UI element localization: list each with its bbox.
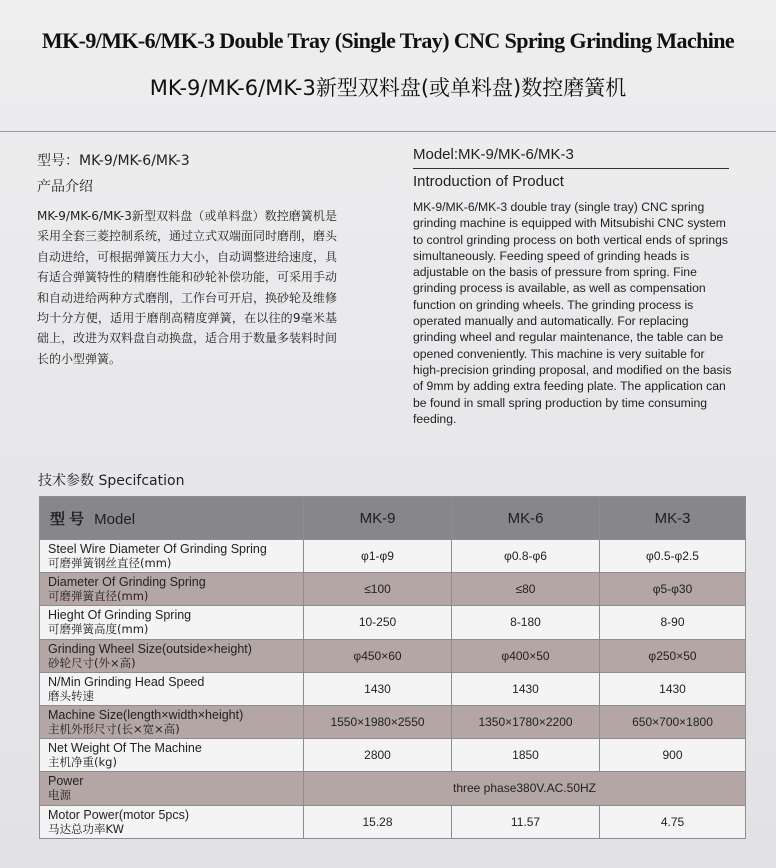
heading-rule [413, 168, 729, 169]
row-label [40, 573, 304, 606]
row-label-cn: 主机外形尺寸(长×宽×高) [48, 722, 180, 737]
row-label-cn: 磨头转速 [48, 688, 94, 703]
cell-value: φ250×50 [600, 639, 746, 672]
row-label [40, 772, 304, 805]
cell-value: φ1-φ9 [304, 540, 452, 573]
cell-value: 4.75 [600, 805, 746, 838]
spec-title: 技术参数 Specifcation [38, 473, 185, 489]
cell-value: φ0.8-φ6 [452, 540, 600, 573]
table-row [40, 739, 746, 772]
title-english: MK-9/MK-6/MK-3 Double Tray (Single Tray) CNC Spring Grinding Machine [41, 28, 735, 53]
table-row [40, 672, 746, 705]
row-label-en: Motor Power(motor 5pcs) [48, 807, 190, 822]
cell-value: φ0.5-φ2.5 [600, 540, 746, 573]
divider [0, 131, 776, 132]
row-label [40, 606, 304, 639]
row-label [40, 705, 304, 738]
row-label-en: Hieght Of Grinding Spring [48, 608, 192, 623]
cell-value: φ400×50 [452, 639, 600, 672]
model-label-chinese: 型号：MK-9/MK-6/MK-3 [37, 153, 190, 169]
header-model-label-en: Model [94, 510, 136, 528]
header-model-label [40, 497, 304, 540]
intro-heading-chinese: 产品介绍 [37, 179, 93, 195]
header-model-mk6: MK-6 [452, 497, 600, 540]
cell-value: 2800 [304, 739, 452, 772]
header-model-mk3: MK-3 [600, 497, 746, 540]
row-label-en: Net Weight Of The Machine [48, 741, 202, 756]
cell-value: 11.57 [452, 805, 600, 838]
cell-value: 1550×1980×2550 [304, 705, 452, 738]
title-chinese: MK-9/MK-6/MK-3新型双料盘(或单料盘)数控磨簧机 [149, 76, 627, 100]
cell-value: ≤80 [452, 573, 600, 606]
row-label-cn: 可磨弹簧直径(mm) [48, 589, 149, 604]
cell-value: 15.28 [304, 805, 452, 838]
table-row [40, 540, 746, 573]
row-label-en: Steel Wire Diameter Of Grinding Spring [48, 542, 267, 557]
table-row [40, 573, 746, 606]
row-label-en: N/Min Grinding Head Speed [48, 674, 205, 689]
english-description-column [413, 146, 733, 427]
cell-value: 1430 [600, 672, 746, 705]
row-label-cn: 主机净重(kg) [48, 755, 117, 770]
cell-value: 8-180 [452, 606, 600, 639]
spec-table [39, 496, 746, 839]
cell-value-merged: three phase380V.AC.50HZ [304, 772, 746, 805]
cell-value: 8-90 [600, 606, 746, 639]
intro-heading-english: Introduction of Product [413, 173, 564, 190]
model-label-english: Model:MK-9/MK-6/MK-3 [413, 146, 574, 163]
table-row [40, 705, 746, 738]
row-label-cn: 电源 [48, 788, 71, 803]
row-label-en: Grinding Wheel Size(outside×height) [48, 641, 252, 656]
row-label-cn: 可磨弹簧钢丝直径(mm) [48, 556, 172, 571]
table-row [40, 606, 746, 639]
cell-value: 1350×1780×2200 [452, 705, 600, 738]
table-row [40, 772, 746, 805]
spec-header-row [40, 497, 746, 540]
row-label [40, 540, 304, 573]
cell-value: 900 [600, 739, 746, 772]
header-model-mk9: MK-9 [304, 497, 452, 540]
row-label [40, 672, 304, 705]
intro-body-chinese: MK-9/MK-6/MK-3新型双料盘（或单料盘）数控磨簧机是采用全套三菱控制系统，通过立式双端面同时磨削，磨头自动进给，可根据弹簧压力大小，自动调整进给速度，具有适合弹簧特性的精磨性能和砂轮补偿功能，可采用手动和自动进给两种方式磨削，工作台可开启，换砂轮及维修均十分方便，适用于磨削高精度弹簧，在以往的9毫米基础上，改进为双料盘自动换盘，适合用于数量多装料时间长的小型弹簧。 [37, 209, 338, 366]
intro-body-english: MK-9/MK-6/MK-3 double tray (single tray) CNC spring grinding machine is equipped with Mitsubishi CNC system to control grinding process on both vertical ends of springs simultaneously. Feeding speed of grinding heads is adjustable on the basis of pressure from spring. Fine grinding process is available, as well as compensation function on grinding wheels. The grinding process is operated manually and automatically. For replacing grinding wheel and regular maintenance, the table can be opened conveniently. This machine is very suitable for high-precision grinding proposal, and modified on the basis of 9mm by adding extra feeding plate. The application can be found in small spring production by time consuming feeding. [413, 200, 732, 426]
row-label [40, 739, 304, 772]
row-label-cn: 马达总功率KW [48, 821, 125, 836]
row-label-cn: 砂轮尺寸(外×高) [48, 655, 136, 670]
cell-value: ≤100 [304, 573, 452, 606]
row-label-en: Diameter Of Grinding Spring [48, 575, 206, 590]
cell-value: φ5-φ30 [600, 573, 746, 606]
chinese-description-column [37, 150, 337, 369]
row-label [40, 639, 304, 672]
cell-value: 1430 [304, 672, 452, 705]
row-label-en: Machine Size(length×width×height) [48, 708, 244, 723]
header-model-label-cn: 型 号 [50, 510, 85, 528]
cell-value: 10-250 [304, 606, 452, 639]
cell-value: φ450×60 [304, 639, 452, 672]
table-row [40, 805, 746, 838]
table-row [40, 639, 746, 672]
cell-value: 1850 [452, 739, 600, 772]
row-label [40, 805, 304, 838]
row-label-cn: 可磨弹簧高度(mm) [48, 622, 149, 637]
cell-value: 1430 [452, 672, 600, 705]
row-label-en: Power [48, 774, 84, 789]
cell-value: 650×700×1800 [600, 705, 746, 738]
